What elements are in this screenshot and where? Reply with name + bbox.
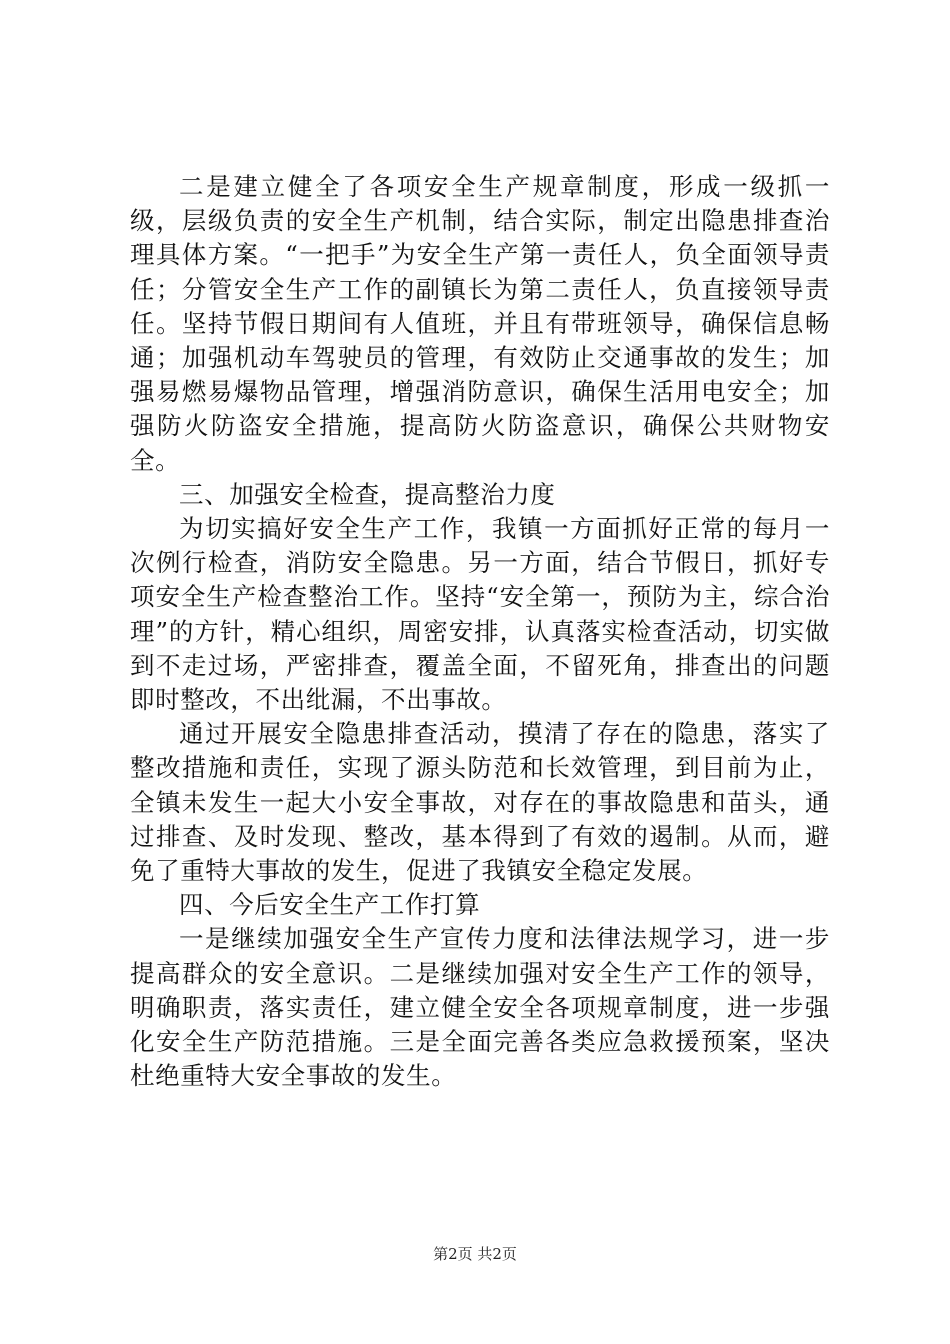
paragraph-responsibility-system: 二是建立健全了各项安全生产规章制度，形成一级抓一级，层级负责的安全生产机制，结合实际，制定出隐患排查治理具体方案。“一把手”为安全生产第一责任人，负全面领导责任；分管安全生产工作的副镇长为第二责任人，负直接领导责任。坚持节假日期间有人值班，并且有带班领导，确保信息畅通；加强机动车驾驶员的管理，有效防止交通事故的发生；加强易燃易爆物品管理，增强消防意识，确保生活用电安全；加强防火防盗安全措施，提高防火防盗意识，确保公共财物安全。 (130, 172, 830, 475)
page-number-footer: 第2页 共2页 (433, 1245, 517, 1263)
paragraph-future-plans: 一是继续加强安全生产宣传力度和法律法规学习，进一步提高群众的安全意识。二是继续加强对安全生产工作的领导，明确职责，落实责任，建立健全安全各项规章制度，进一步强化安全生产防范措施。三是全面完善各类应急救援预案，坚决杜绝重特大安全事故的发生。 (130, 924, 830, 1091)
section-heading-inspection: 三、加强安全检查，提高整治力度 (179, 479, 556, 509)
section-heading-future-plans: 四、今后安全生产工作打算 (179, 890, 481, 920)
document-body (130, 170, 830, 1093)
paragraph-hazard-results: 通过开展安全隐患排查活动，摸清了存在的隐患，落实了整改措施和责任，实现了源头防范和长效管理，到目前为止，全镇未发生一起大小安全事故，对存在的事故隐患和苗头，通过排查、及时发现、整改，基本得到了有效的遏制。从而，避免了重特大事故的发生，促进了我镇安全稳定发展。 (130, 719, 830, 886)
paragraph-inspection: 为切实搞好安全生产工作，我镇一方面抓好正常的每月一次例行检查，消防安全隐患。另一方面，结合节假日，抓好专项安全生产检查整治工作。坚持“安全第一，预防为主，综合治理”的方针，精心组织，周密安排，认真落实检查活动，切实做到不走过场，严密排查，覆盖全面，不留死角，排查出的问题即时整改，不出纰漏，不出事故。 (130, 514, 830, 715)
